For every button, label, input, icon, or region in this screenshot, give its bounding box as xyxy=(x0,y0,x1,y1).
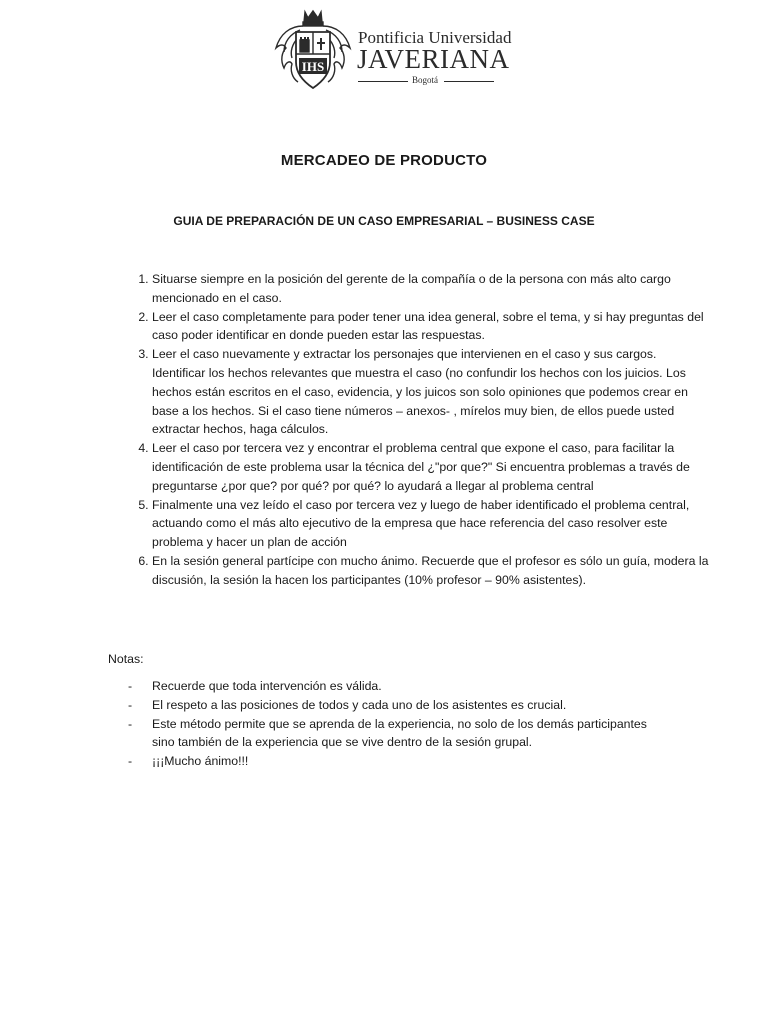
logo-line-pontificia: Pontificia Universidad xyxy=(358,28,512,47)
coat-of-arms-icon xyxy=(272,8,354,92)
list-item: - El respeto a las posiciones de todos y cada uno de los asistentes es crucial. xyxy=(108,696,668,715)
list-item: 2. Leer el caso completamente para poder tener una idea general, sobre el tema, y si hay preguntas del caso poder identificar en donde pueden estar las respuestas. xyxy=(152,308,712,346)
list-item: 3. Leer el caso nuevamente y extractar los personajes que intervienen en el caso y sus cargos. Identificar los hechos relevantes que muestra el caso (no confundir los hechos con los juicios. Los hechos están escritos en el caso, evidencia, y los juicos son solo opiniones que podemos crear en base a los hechos. Si el caso tiene números – anexos- , mírelos muy bien, de ellos puede usted extractar hechos, haga cálculos. xyxy=(152,345,712,439)
list-item: - Recuerde que toda intervención es válida. xyxy=(108,677,668,696)
notes-list xyxy=(108,677,668,771)
logo-line-javeriana: JAVERIANA xyxy=(357,44,510,74)
logo-rule-right xyxy=(444,81,494,82)
notes-heading: Notas: xyxy=(108,652,144,666)
list-item: 1. Situarse siempre en la posición del gerente de la compañía o de la persona con más alto cargo mencionado en el caso. xyxy=(152,270,712,308)
list-item: 6. En la sesión general partícipe con mucho ánimo. Recuerde que el profesor es sólo un guía, modera la discusión, la sesión la hacen los participantes (10% profesor – 90% asistentes). xyxy=(152,552,712,590)
steps-list xyxy=(108,270,712,590)
university-logo xyxy=(272,8,512,92)
logo-rule-left xyxy=(358,81,408,82)
list-item: 4. Leer el caso por tercera vez y encontrar el problema central que expone el caso, para facilitar la identificación de este problema usar la técnica del ¿"por que?" Si encuentra problemas a través de preguntarse ¿por que? por qué? por qué? lo ayudará a llegar al problema central xyxy=(152,439,712,495)
document-title: MERCADEO DE PRODUCTO xyxy=(280,152,488,169)
list-item: - Este método permite que se aprenda de la experiencia, no solo de los demás participantes sino también de la experiencia que se vive dentro de la sesión grupal. xyxy=(108,715,668,753)
logo-line-bogota: Bogotá xyxy=(412,75,438,85)
list-item: - ¡¡¡Mucho ánimo!!! xyxy=(108,752,668,771)
document-subtitle: GUIA DE PREPARACIÓN DE UN CASO EMPRESARIAL – BUSINESS CASE xyxy=(173,214,595,228)
list-item: 5. Finalmente una vez leído el caso por tercera vez y luego de haber identificado el problema central, actuando como el más alto ejecutivo de la empresa que hace referencia del caso resolver este problema y hacer un plan de acción xyxy=(152,496,712,552)
svg-text:IHS: IHS xyxy=(301,59,325,74)
